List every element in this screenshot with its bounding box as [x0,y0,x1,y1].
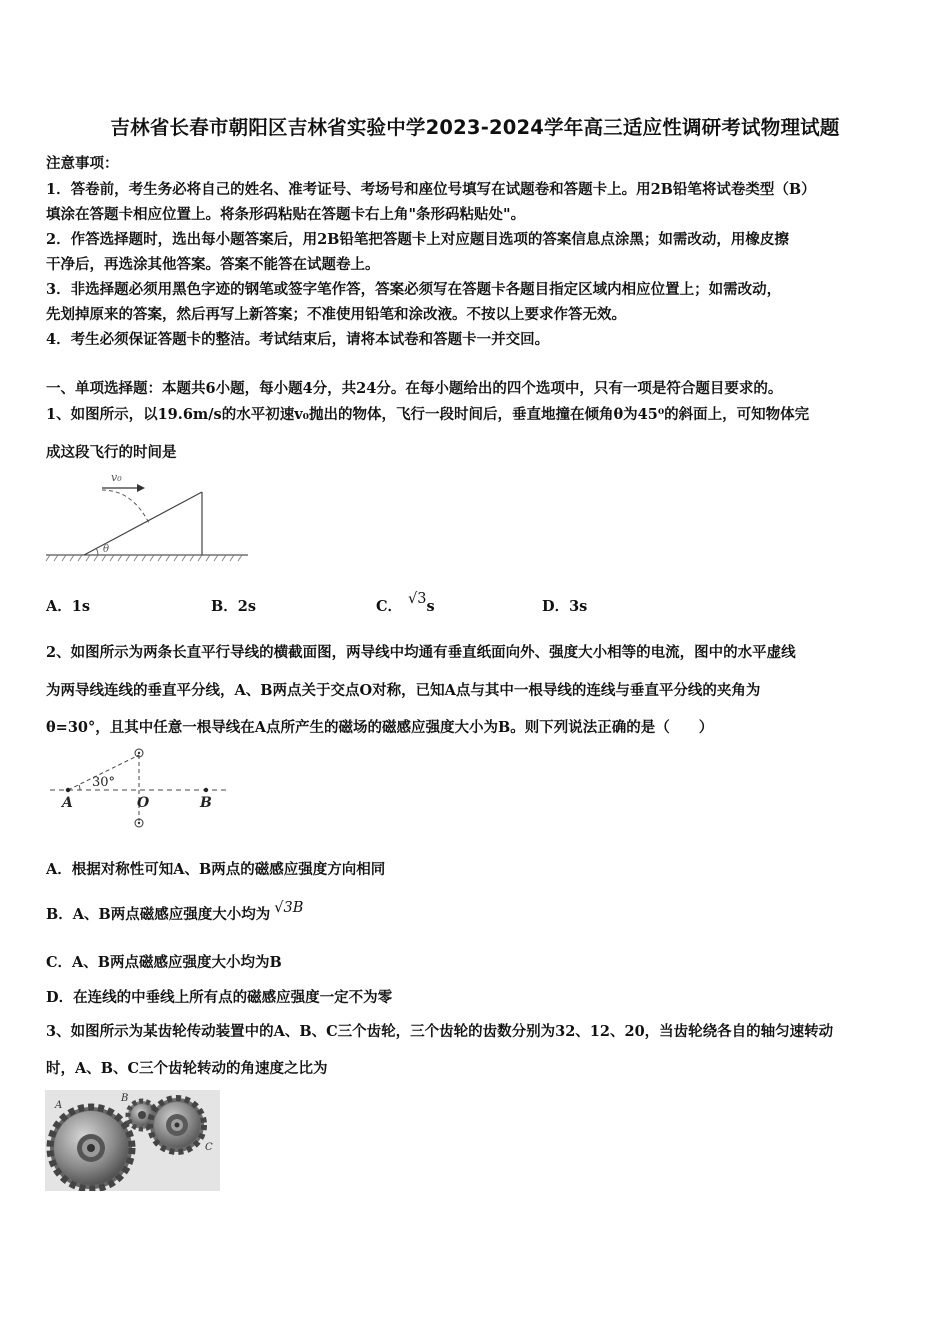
q2-option-b [46,900,304,924]
notice-line: 1．答卷前，考生务必将自己的姓名、准考证号、考场号和座位号填写在试题卷和答题卡上。用2B铅笔将试卷类型（B） [46,181,816,198]
incline-figure [44,468,254,566]
option-text: B．A、B两点磁感应强度大小均为 [46,906,271,923]
notice-line: 填涂在答题卡相应位置上。将条形码粘贴在答题卡右上角"条形码粘贴处"。 [46,206,526,223]
section-heading: 一、单项选择题：本题共6小题，每小题4分，共24分。在每小题给出的四个选项中，只有一项是符合题目要求的。 [46,380,783,397]
question-1-text: 成这段飞行的时间是 [46,444,177,461]
q1-option-c [376,591,435,616]
gear-label-b: B [121,1093,129,1104]
question-2-text: 2、如图所示为两条长直平行导线的横截面图，两导线中均通有垂直纸面向外、强度大小相等的电流，图中的水平虚线 [46,644,796,661]
notice-heading: 注意事项： [46,155,119,172]
theta-label: θ [103,544,110,555]
angle-label: 30° [92,775,116,790]
question-3-text: 3、如图所示为某齿轮传动装置中的A、B、C三个齿轮，三个齿轮的齿数分别为32、12、20，当齿轮绕各自的轴匀速转动 [46,1023,834,1040]
velocity-label: v₀ [111,471,122,484]
wires-figure [44,745,234,833]
q2-option-a: A．根据对称性可知A、B两点的磁感应强度方向相同 [46,861,386,878]
q1-option-a: A．1s [46,598,91,615]
gear-label-a: A [55,1100,63,1111]
sqrt3-expression: √3 [408,591,427,607]
question-2-text: θ=30°，且其中任意一根导线在A点所产生的磁场的磁感应强度大小为B。则下列说法正确的是（ ） [46,719,714,736]
point-b [204,788,208,792]
question-1-text: 1、如图所示，以19.6m/s的水平初速v₀抛出的物体，飞行一段时间后，垂直地撞在倾角θ为45⁰的斜面上，可知物体完 [46,406,810,423]
gear-a [50,1107,132,1189]
gear-figure [45,1090,220,1191]
question-2-text: 为两导线连线的垂直平分线，A、B两点关于交点O对称，已知A点与其中一根导线的连线与垂直平分线的夹角为 [46,682,761,699]
option-label: C． [376,598,403,615]
notice-line: 干净后，再选涂其他答案。答案不能答在试题卷上。 [46,256,380,273]
notice-line: 先划掉原来的答案，然后再写上新答案；不准使用铅笔和涂改液。不按以上要求作答无效。 [46,306,626,323]
gear-label-c: C [205,1142,213,1153]
question-3-text: 时，A、B、C三个齿轮转动的角速度之比为 [46,1060,328,1077]
notice-line: 4．考生必须保证答题卡的整洁。考试结束后，请将本试卷和答题卡一并交回。 [46,331,550,348]
option-unit: s [426,598,435,615]
exam-title: 吉林省长春市朝阳区吉林省实验中学2023-2024学年高三适应性调研考试物理试题 [110,116,840,139]
q2-option-d: D．在连线的中垂线上所有点的磁感应强度一定不为零 [46,989,393,1006]
gear-c [150,1098,204,1152]
notice-line: 2．作答选择题时，选出每小题答案后，用2B铅笔把答题卡上对应题目选项的答案信息点涂黑；如需改动，用橡皮擦 [46,231,789,248]
label-b: B [200,795,212,811]
q1-option-b: B．2s [211,598,257,615]
q2-option-c: C．A、B两点磁感应强度大小均为B [46,954,282,971]
point-a [66,788,70,792]
q1-option-d: D．3s [542,598,588,615]
sqrt3b-expression: √3B [274,900,304,916]
label-o: O [137,795,150,811]
notice-line: 3．非选择题必须用黑色字迹的钢笔或签字笔作答，答案必须写在答题卡各题目指定区域内相应位置上；如需改动， [46,281,782,298]
label-a: A [62,795,73,811]
